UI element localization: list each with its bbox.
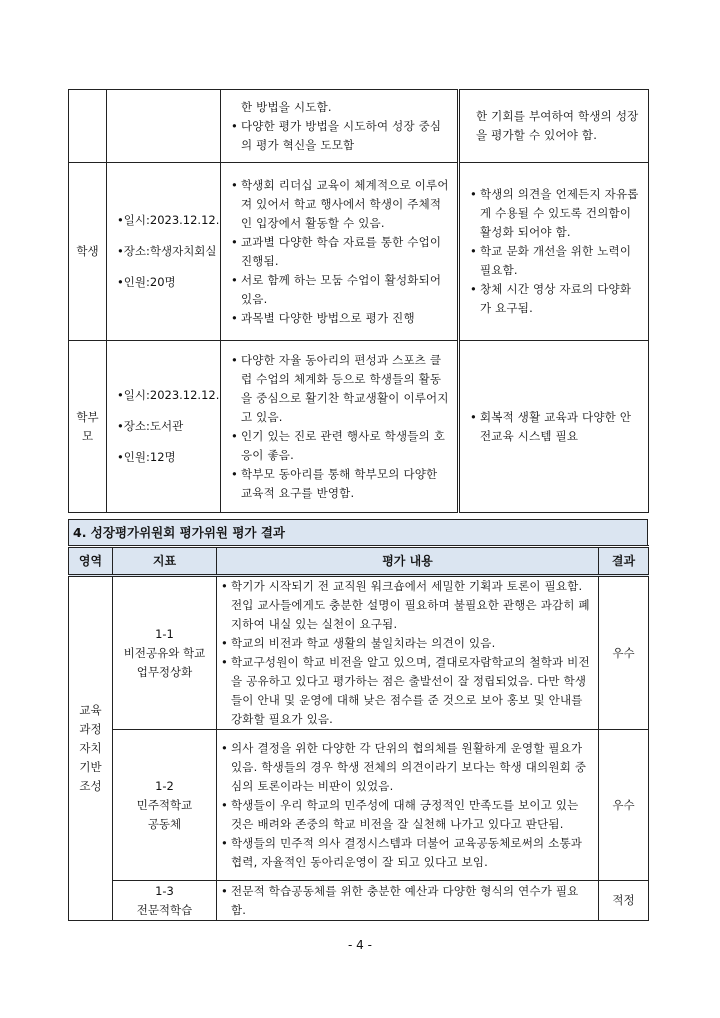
evaluation-item: • 전문적 학습공동체를 위한 충분한 예산과 다양한 형식의 연수가 필요함.	[221, 882, 592, 920]
indicator-code: 1-1	[155, 626, 174, 641]
suggestion-text: • 학생의 의견을 언제든지 자유롭게 수용될 수 있도록 건의함이 활성화 되어야 함.	[470, 185, 642, 242]
meeting-place: •장소:학생자치회실	[117, 244, 217, 258]
indicator-name: 민주적학교 공동체	[136, 797, 193, 831]
evaluation-item: • 학교의 비전과 학교 생활의 불일치라는 의견이 있음.	[221, 634, 592, 653]
category-label: 학부모	[76, 409, 99, 443]
evaluation-table	[68, 545, 649, 921]
table-row	[69, 163, 649, 341]
page-number: - 4 -	[348, 938, 372, 952]
indicator-name: 비전공유와 학교업무정상화	[123, 645, 206, 679]
opinion-cell	[221, 90, 459, 163]
content-cell	[217, 730, 599, 881]
opinion-text: • 학부모 동아리를 통해 학부모의 다양한 교육적 요구를 반영함.	[231, 465, 451, 503]
result-cell: 적정	[599, 881, 649, 921]
info-cell	[107, 341, 221, 513]
table-row	[69, 730, 649, 881]
feedback-table	[68, 89, 649, 513]
suggestion-cell	[459, 341, 649, 513]
suggestion-text: • 회복적 생활 교육과 다양한 안전교육 시스템 필요	[470, 408, 642, 446]
evaluation-item: • 의사 결정을 위한 다양한 각 단위의 협의체를 원활하게 운영할 필요가 있음. 학생들의 경우 학생 전체의 의견이라기 보다는 학생 대의원회 중심의 토론이라는 비판이 있었음.	[221, 739, 592, 796]
header-result: 결과	[599, 547, 649, 576]
meeting-attendees: •인원:12명	[117, 450, 176, 464]
opinion-cell	[221, 341, 459, 513]
opinion-text: 한 방법을 시도함.	[241, 99, 332, 114]
indicator-cell	[113, 576, 217, 730]
evaluation-item: • 학교구성원이 학교 비전을 알고 있으며, 결대로자람학교의 철학과 비전을 공유하고 있다고 평가하는 점은 출발선이 잘 정립되었음. 다만 학생들이 안내 및 운영에 대해 낮은 점수를 준 것으로 보아 홍보 및 안내를 강화할 필요가 있음.	[221, 653, 592, 729]
meeting-attendees: •인원:20명	[117, 275, 176, 289]
suggestion-cell	[459, 163, 649, 341]
section-title: 4. 성장평가위원회 평가위원 평가 결과	[68, 519, 648, 545]
indicator-code: 1-3	[155, 883, 174, 898]
evaluation-item: • 학기가 시작되기 전 교직원 워크숍에서 세밀한 기획과 토론이 필요함. 전입 교사들에게도 충분한 설명이 필요하며 불필요한 관행은 과감히 폐지하여 내실 있는 실천이 요구됨.	[221, 577, 592, 634]
opinion-text: • 서로 함께 하는 모둠 수업이 활성화되어 있음.	[231, 271, 451, 309]
evaluation-item: • 학생들이 우리 학교의 민주성에 대해 긍정적인 만족도를 보이고 있는 것은 배려와 존중의 학교 비전을 잘 실천해 나가고 있다고 판단됨.	[221, 796, 592, 834]
info-cell	[107, 163, 221, 341]
suggestion-text: 한 기회를 부여하여 학생의 성장을 평가할 수 있어야 함.	[476, 109, 639, 142]
info-cell	[107, 90, 221, 163]
result-cell: 우수	[599, 730, 649, 881]
header-indicator: 지표	[113, 547, 217, 576]
table-row	[69, 576, 649, 730]
opinion-cell	[221, 163, 459, 341]
opinion-text: • 다양한 자율 동아리의 편성과 스포츠 클럽 수업의 체계화 등으로 학생들의 활동을 중심으로 활기찬 학교생활이 이루어지고 있음.	[231, 351, 451, 427]
meeting-place: •장소:도서관	[117, 419, 184, 433]
indicator-cell	[113, 730, 217, 881]
opinion-text: • 다양한 평가 방법을 시도하여 성장 중심의 평가 혁신을 도모함	[231, 117, 451, 155]
meeting-date: •일시:2023.12.12.	[117, 388, 220, 402]
table-row	[69, 341, 649, 513]
content-cell	[217, 576, 599, 730]
area-cell	[69, 576, 113, 921]
result-cell: 우수	[599, 576, 649, 730]
category-cell	[69, 90, 107, 163]
header-content: 평가 내용	[217, 547, 599, 576]
category-cell: 학생	[69, 163, 107, 341]
content-cell	[217, 881, 599, 921]
area-label: 교육과정자치기반조성	[79, 703, 102, 793]
opinion-text: • 인기 있는 진로 관련 행사로 학생들의 호응이 좋음.	[231, 427, 451, 465]
opinion-text: • 교과별 다양한 학습 자료를 통한 수업이 진행됨.	[231, 233, 451, 271]
suggestion-cell	[459, 90, 649, 163]
evaluation-item: • 학생들의 민주적 의사 결정시스템과 더불어 교육공동체로써의 소통과 협력, 자율적인 동아리운영이 잘 되고 있다고 보임.	[221, 834, 592, 872]
header-area: 영역	[69, 547, 113, 576]
indicator-name: 전문적학습	[136, 902, 193, 917]
table-row	[69, 90, 649, 163]
table-row	[69, 881, 649, 921]
table-header-row	[69, 547, 649, 576]
suggestion-text: • 창체 시간 영상 자료의 다양화가 요구됨.	[470, 280, 642, 318]
opinion-text: • 학생회 리더십 교육이 체계적으로 이루어져 있어서 학교 행사에서 학생이 주체적인 입장에서 활동할 수 있음.	[231, 176, 451, 233]
meeting-date: •일시:2023.12.12.	[117, 213, 220, 227]
category-cell	[69, 341, 107, 513]
opinion-text: • 과목별 다양한 방법으로 평가 진행	[231, 309, 451, 328]
suggestion-text: • 학교 문화 개선을 위한 노력이 필요함.	[470, 242, 642, 280]
indicator-cell	[113, 881, 217, 921]
indicator-code: 1-2	[155, 778, 174, 793]
